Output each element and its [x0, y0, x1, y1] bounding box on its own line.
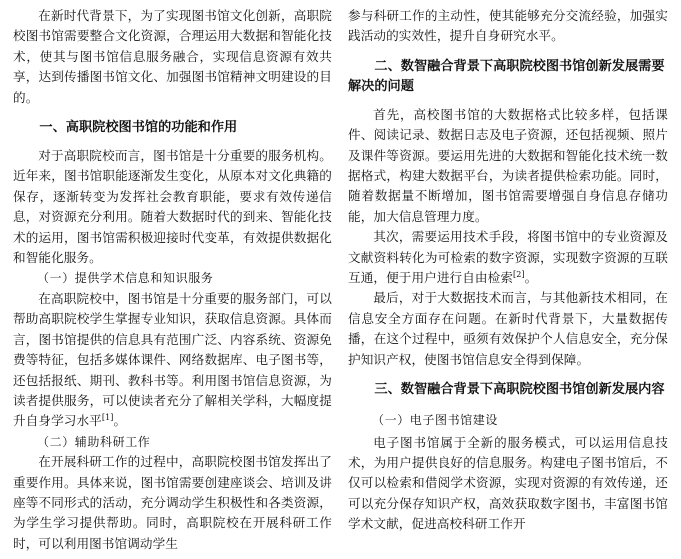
subsection-2-heading: （二）辅助科研工作: [37, 434, 151, 449]
section-2-paragraph-3: 最后，对于大数据技术而言，与其他新技术相同，在信息安全方面存在问题。在新时代背景下，大量数据传播，在这个过程中，亟须有效保护个人信息安全，充分保护知识产权，使图书馆信息安全得到保障。: [348, 290, 668, 367]
right-column: [348, 6, 668, 535]
subsection-1-paragraph: [13, 289, 332, 432]
left-column: [13, 6, 332, 554]
subsection-3-paragraph: 电子图书馆属于全新的服务模式，可以运用信息技术，为用户提供良好的信息服务。构建电子图书馆后，不仅可以检索和借阅学术资源，实现对资源的有效传递，还可以充分保存知识产权，高效获取数字图书，丰富图书馆学术文献，促进高校科研工作开: [348, 434, 668, 532]
citation-1: [1]: [101, 413, 114, 423]
section-1-heading: 一、高职院校图书馆的功能和作用: [39, 120, 238, 136]
subsection-2-paragraph: 在开展科研工作的过程中，高职院校图书馆发挥出了重要作用。具体来说，图书馆需要创建座谈会、培训及讲座等不同形式的活动，充分调动学生积极性和各类资源，为学生学习提供帮助。同时，高职院校在开展科研工作时，可以利用图书馆调动学生: [13, 454, 332, 551]
subsection-3-heading: （一）电子图书馆建设: [372, 413, 499, 428]
section-2-paragraph-2-tail: 。: [524, 270, 538, 286]
subsection-1-heading: （一）提供学术信息和知识服务: [37, 271, 214, 286]
section-2-heading: 二、数智融合背景下高职院校图书馆创新发展需要解决的问题: [348, 58, 665, 94]
subsection-1-tail: 。: [113, 413, 127, 429]
section-2-paragraph-2: [348, 227, 668, 288]
section-3-heading: 三、数智融合背景下高职院校图书馆创新发展内容: [374, 382, 665, 398]
section-2-paragraph-1: 首先，高校图书馆的大数据格式比较多样，包括课件、阅读记录、数据日志及电子资源，还包括视频、照片及课件等资源。要运用先进的大数据和智能化技术统一数据格式，构建大数据平台，为读者提供检索功能。同时，随着数据量不断增加，图书馆需要增强自身信息存储功能，加大信息管理力度。: [348, 106, 668, 224]
intro-paragraph: 在新时代背景下，为了实现图书馆文化创新，高职院校图书馆需要整合文化资源，合理运用大数据和智能化技术，使其与图书馆信息服务融合，实现信息资源有效共享，达到传播图书馆文化、加强图书馆精神文明建设的目的。: [13, 8, 332, 105]
citation-2: [2]: [513, 269, 525, 279]
subsection-1-text: 在高职院校中，图书馆是十分重要的服务部门，可以帮助高职院校学生掌握专业知识，获取信息资源。具体而言，图书馆提供的信息具有范围广泛、内容系统、资源免费等特征，包括多媒体课件、网络数据库、电子图书等，还包括报纸、期刊、教科书等。利用图书馆信息资源，为读者提供服务，可以使读者充分了解相关学科，大幅度提升自身学习水平: [13, 290, 332, 429]
section-1-paragraph: 对于高职院校而言，图书馆是十分重要的服务机构。近年来，图书馆职能逐渐发生变化，从原本对文化典籍的保存，逐渐转变为发挥社会教育职能，要求有效传递信息，对资源充分利用。随着大数据时代的到来、智能化技术的运用，图书馆需积极迎接时代变革，有效提供数据化和智能化服务。: [13, 148, 332, 266]
continued-paragraph: 参与科研工作的主动性，使其能够充分交流经验，加强实践活动的实效性，提升自身研究水平。: [348, 8, 668, 44]
section-2-paragraph-2-text: 其次，需要运用技术手段，将图书馆中的专业资源及文献资料转化为可检索的数字资源，实现数字资源的互联互通，便于用户进行自由检索: [348, 229, 668, 286]
